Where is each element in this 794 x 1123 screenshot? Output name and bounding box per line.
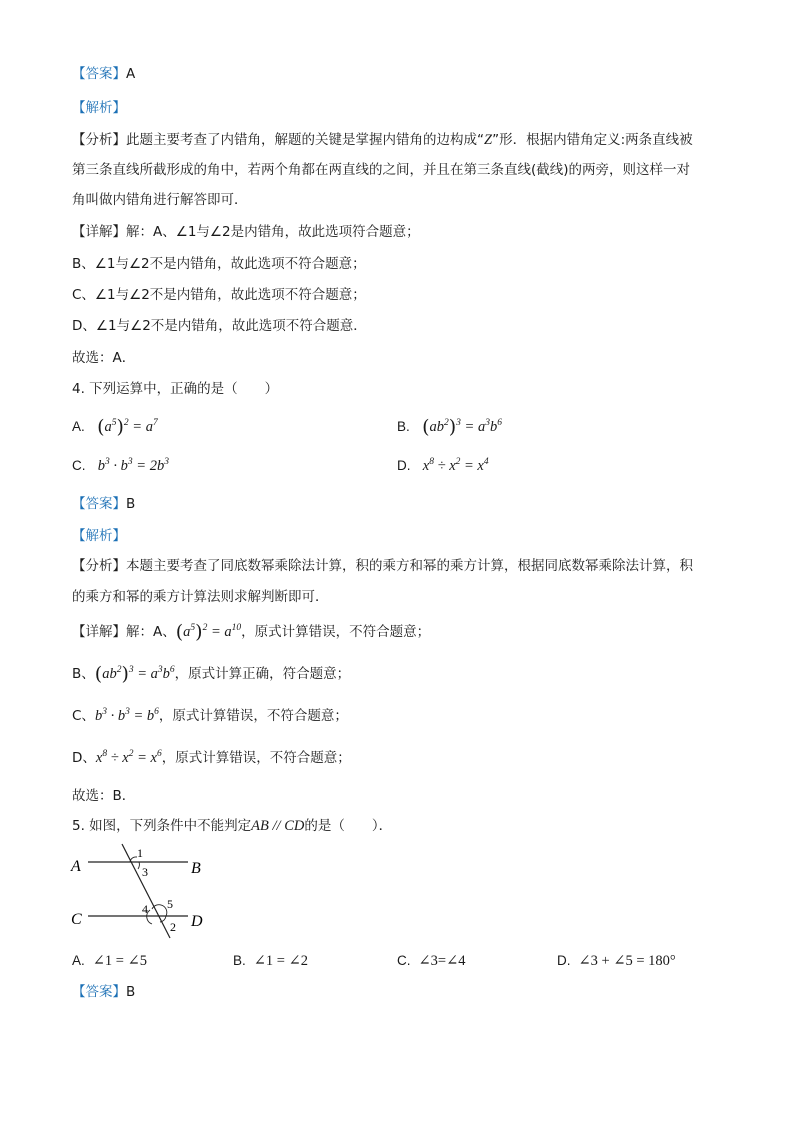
stem-math: AB // CD [251, 818, 305, 834]
detail-tail: ，原式计算错误，不符合题意； [158, 708, 348, 724]
detail-tail: ，原式计算正确，符合题意； [174, 666, 351, 682]
answer-line-q5 [72, 982, 135, 1002]
detail-2-formula: $(ab^2)^3 = a^3b^6$ [94, 663, 175, 685]
fenxi-z: Z [484, 132, 493, 148]
fenxi-tag: 【分析】 [72, 558, 126, 574]
fenxi-line-2-q4: 的乘方和幂的乘方计算法则求解判断即可． [72, 589, 329, 605]
option-letter: B. [397, 419, 410, 434]
label-angle-5: 5 [167, 897, 173, 911]
option-letter: A. [72, 953, 85, 968]
answer-tag: 【答案】 [72, 984, 126, 1000]
fenxi-line-2-q3: 第三条直线所截形成的角中，若两个角都在两直线的之间，并且在第三条直线(截线)的两旁，则这样一对 [72, 162, 691, 178]
option-expr: ∠1 = ∠5 [92, 953, 147, 969]
answer-tag: 【答案】 [72, 496, 126, 512]
q4-option-d [397, 455, 489, 477]
q4-option-b [397, 416, 502, 438]
q5-option-d [557, 950, 676, 972]
parallel-lines-figure [66, 838, 216, 942]
answer-value: A [126, 66, 136, 82]
detail-text: 解：A、∠1与∠2是内错角，故此选项符合题意； [126, 224, 420, 240]
label-C: C [71, 911, 82, 928]
detail-line-4-q4 [72, 748, 351, 768]
label-B: B [191, 860, 201, 877]
answer-value: B [126, 984, 136, 1000]
fenxi-line-3-q3: 角叫做内错角进行解答即可． [72, 192, 248, 208]
option-letter: D. [397, 458, 411, 473]
answer-line-q3 [72, 64, 135, 84]
detail-tag: 【详解】 [72, 624, 126, 640]
option-c-formula: $b^3 \cdot b^3 = 2b^3$ [97, 457, 169, 474]
question-4-stem: 4. 下列运算中，正确的是（ ） [72, 381, 279, 397]
detail-line-3-q3: C、∠1与∠2不是内错角，故此选项不符合题意； [72, 287, 366, 303]
label-angle-1: 1 [137, 846, 143, 860]
option-expr: ∠3=∠4 [418, 953, 466, 969]
analysis-tag: 【解析】 [72, 100, 126, 116]
option-letter: C. [72, 458, 86, 473]
fenxi-text: 本题主要考查了同底数幂乘除法计算，积的乘方和幂的乘方计算，根据同底数幂乘除法计算，积 [126, 558, 693, 574]
answer-line-q4 [72, 494, 135, 514]
detail-3-formula: $b^3 \cdot b^3 = b^6$ [94, 707, 159, 724]
detail-tail: ，原式计算错误，不符合题意； [161, 750, 351, 766]
fenxi-line-1-q3 [72, 130, 693, 150]
fenxi-line-1-q4 [72, 556, 693, 576]
detail-line-3-q4 [72, 706, 348, 726]
stem-pre: 5. 如图，下列条件中不能判定 [72, 818, 252, 834]
option-expr: ∠1 = ∠2 [253, 953, 308, 969]
detail-prefix: B、 [72, 666, 95, 682]
label-angle-2: 2 [170, 920, 176, 934]
analysis-heading-q4 [72, 526, 126, 546]
detail-line-2-q3: B、∠1与∠2不是内错角，故此选项不符合题意； [72, 256, 366, 272]
detail-prefix: 解：A、 [126, 624, 176, 640]
option-letter: D. [557, 953, 571, 968]
detail-prefix: C、 [72, 708, 95, 724]
detail-prefix: D、 [72, 750, 96, 766]
q5-option-a [72, 950, 147, 972]
angle-5-arc [152, 905, 167, 916]
fenxi-text: 此题主要考查了内错角，解题的关键是掌握内错角的边构成“ [126, 132, 484, 148]
detail-line-4-q3: D、∠1与∠2不是内错角，故此选项不符合题意． [72, 318, 367, 334]
detail-tag: 【详解】 [72, 224, 126, 240]
analysis-heading-q3 [72, 98, 126, 118]
detail-4-formula: $x^8 \div x^2 = x^6$ [95, 749, 162, 766]
option-letter: C. [397, 953, 411, 968]
option-letter: A. [72, 419, 85, 434]
choose-line-q4: 故选：B． [72, 788, 136, 804]
detail-line-1-q4 [72, 622, 430, 642]
detail-line-1-q3 [72, 222, 420, 242]
option-expr: ∠3 + ∠5 = 180° [578, 953, 676, 969]
answer-tag: 【答案】 [72, 66, 126, 82]
analysis-tag: 【解析】 [72, 528, 126, 544]
q5-option-b [233, 950, 308, 972]
stem-post: 的是（ ）． [304, 818, 393, 834]
q4-option-c [72, 455, 169, 477]
label-D: D [191, 913, 203, 930]
choose-line-q3: 故选：A． [72, 350, 136, 366]
label-angle-4: 4 [142, 902, 148, 916]
detail-1-formula: $(a^5)^2 = a^{10}$ [175, 621, 242, 643]
angle-3-arc [138, 862, 139, 869]
option-a-formula: $(a^5)^2 = a^7$ [97, 416, 158, 438]
answer-value: B [126, 496, 136, 512]
q5-option-c [397, 950, 465, 972]
label-angle-3: 3 [142, 865, 148, 879]
fenxi-text-b: ”形．根据内错角定义:两条直线被 [492, 132, 693, 148]
detail-line-2-q4 [72, 664, 350, 684]
transversal-line [122, 844, 170, 938]
detail-tail: ，原式计算错误，不符合题意； [241, 624, 431, 640]
label-A: A [71, 858, 81, 875]
option-letter: B. [233, 953, 246, 968]
option-d-formula: $x^8 \div x^2 = x^4$ [422, 457, 489, 474]
q4-option-a [72, 416, 158, 438]
fenxi-tag: 【分析】 [72, 132, 126, 148]
question-5-stem [72, 816, 392, 836]
option-b-formula: $(ab^2)^3 = a^3b^6$ [422, 416, 502, 438]
